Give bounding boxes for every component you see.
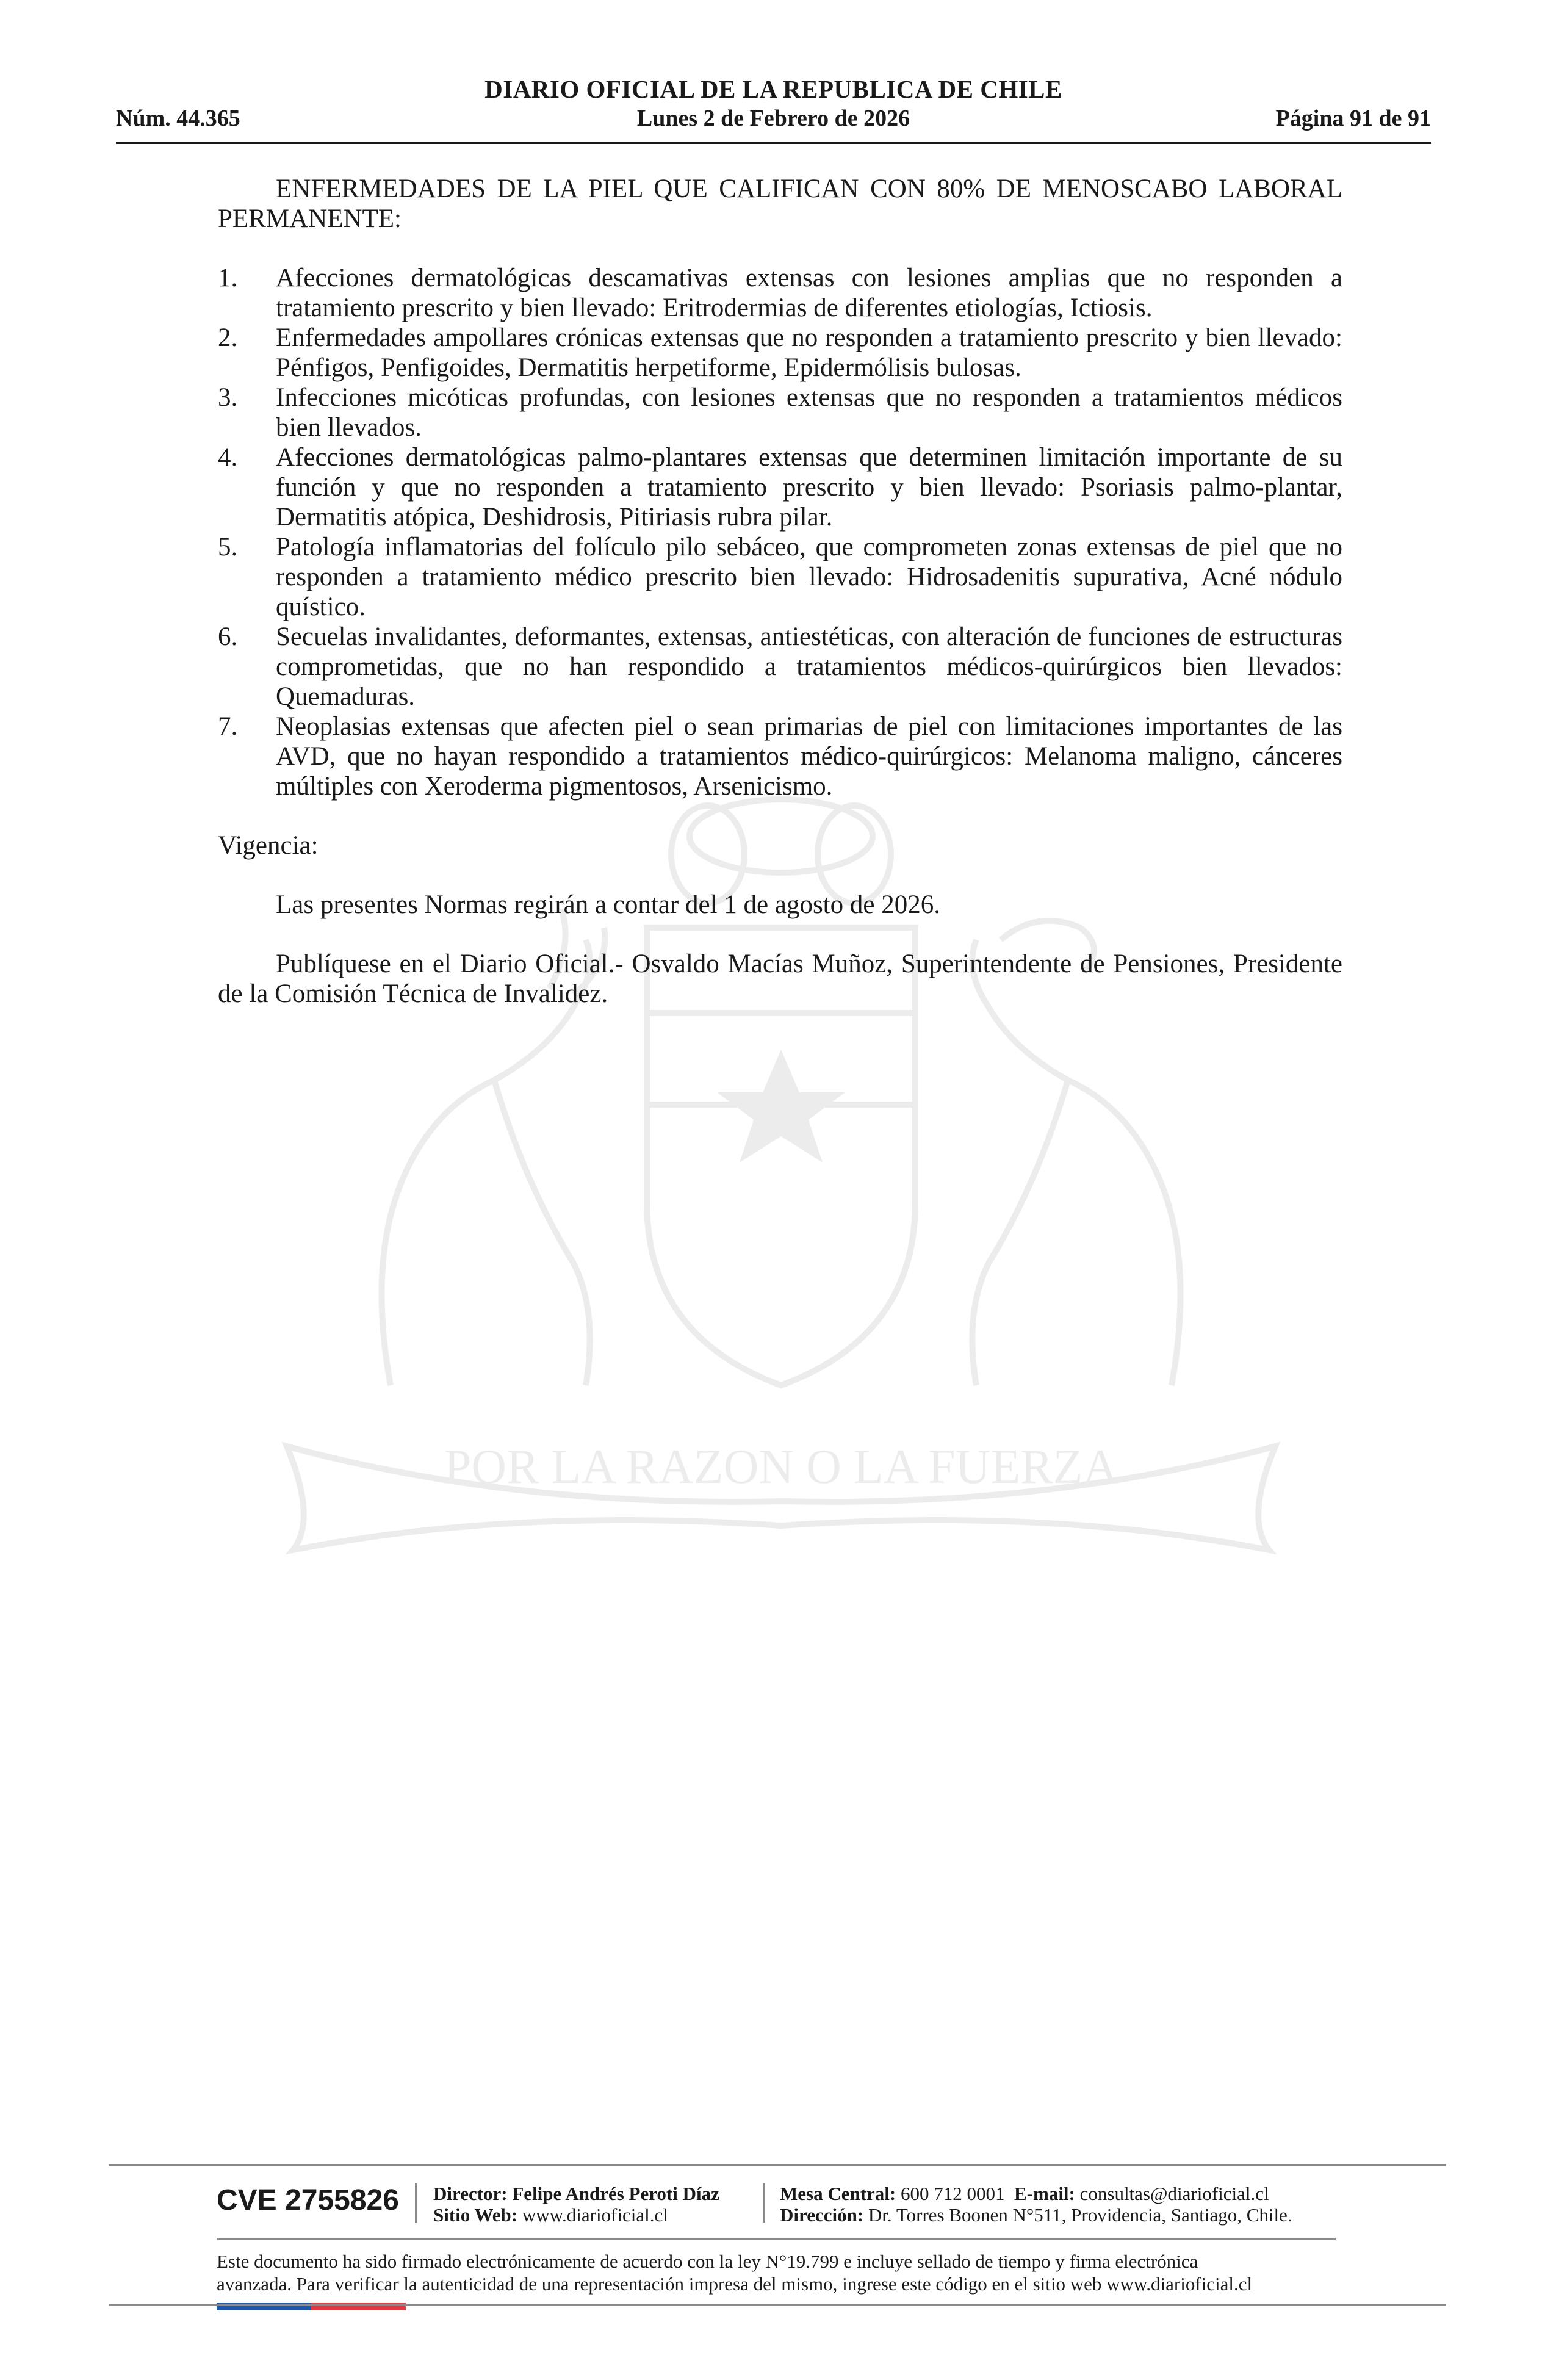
page-number: Página 91 de 91	[1275, 106, 1431, 131]
item-number: 4.	[218, 443, 238, 472]
item-number: 6.	[218, 622, 238, 651]
item-number: 7.	[218, 712, 238, 741]
item-number: 5.	[218, 533, 238, 561]
item-number: 1.	[218, 264, 238, 292]
legal-line: avanzada. Para verificar la autenticidad de una representación impresa del mismo, ingrese este código en el sitio web www.diarioficial.cl	[217, 2273, 1253, 2295]
list-item	[218, 383, 1342, 442]
item-text: Infecciones micóticas profundas, con lesiones extensas que no responden a tratamientos médicos bien llevados.	[276, 383, 1342, 442]
closing-paragraph: Publíquese en el Diario Oficial.- Osvaldo Macías Muñoz, Superintendente de Pensiones, Presidente de la Comisión Técnica de Invalidez.	[218, 950, 1342, 1008]
footer-inner-divider	[217, 2238, 1336, 2240]
item-number: 3.	[218, 383, 238, 412]
issue-date: Lunes 2 de Febrero de 2026	[636, 106, 910, 131]
item-text: Patología inflamatorias del folículo pilo sebáceo, que comprometen zonas extensas de piel que no responden a tratamiento médico prescrito bien llevado: Hidrosadenitis supurativa, Acné nódulo quístico.	[276, 533, 1342, 621]
item-text: Afecciones dermatológicas descamativas extensas con lesiones amplias que no responden a tratamiento prescrito y bien llevado: Eritrodermias de diferentes etiologías, Ictiosis.	[276, 264, 1342, 322]
list-item	[218, 263, 1342, 323]
header-divider	[116, 142, 1431, 144]
list-item	[218, 712, 1342, 801]
address-label: Dirección:	[780, 2204, 864, 2226]
item-text: Secuelas invalidantes, deformantes, extensas, antiestéticas, con alteración de funciones de estructuras comprometidas, que no han respondido a tratamientos médicos-quirúrgicos bien llevados: Quemaduras.	[276, 622, 1342, 711]
watermark-motto: POR LA RAZON O LA FUERZA	[444, 1440, 1118, 1494]
list-item	[218, 323, 1342, 383]
phone-number: 600 712 0001	[901, 2183, 1005, 2204]
footer-separator	[763, 2183, 765, 2223]
list-item	[218, 532, 1342, 622]
item-number: 2.	[218, 323, 238, 352]
website-link[interactable]: www.diarioficial.cl	[522, 2204, 668, 2226]
item-text: Neoplasias extensas que afecten piel o sean primarias de piel con limitaciones importantes de las AVD, que no hayan respondido a tratamientos médico-quirúrgicos: Melanoma maligno, cánceres múltiples con Xeroderma pigmentosos, Arsenicismo.	[276, 712, 1342, 801]
list-item	[218, 622, 1342, 712]
cve-code: CVE 2755826	[217, 2184, 399, 2216]
list-item	[218, 442, 1342, 532]
vigencia-label: Vigencia:	[218, 831, 319, 860]
email-label: E-mail:	[1014, 2183, 1075, 2204]
address-text: Dr. Torres Boonen N°511, Providencia, Santiago, Chile.	[868, 2204, 1292, 2226]
issue-number: Núm. 44.365	[116, 106, 240, 131]
footer-bottom-divider	[109, 2304, 1446, 2306]
disease-list	[218, 263, 1342, 801]
vigencia-text: Las presentes Normas regirán a contar del 1 de agosto de 2026.	[276, 890, 940, 919]
publication-title: DIARIO OFICIAL DE LA REPUBLICA DE CHILE	[484, 75, 1062, 103]
director-label: Director:	[433, 2183, 508, 2204]
website-label: Sitio Web:	[433, 2204, 518, 2226]
footer-separator	[415, 2183, 417, 2223]
legal-line: Este documento ha sido firmado electrónicamente de acuerdo con la ley N°19.799 e incluye sellado de tiempo y firma electrónica	[217, 2251, 1198, 2272]
email-link[interactable]: consultas@diarioficial.cl	[1079, 2183, 1269, 2204]
contact-line	[780, 2183, 1269, 2205]
website-line	[433, 2204, 668, 2226]
page-header	[116, 74, 1431, 148]
address-line	[780, 2204, 1292, 2226]
footer-top-divider	[109, 2164, 1446, 2166]
phone-label: Mesa Central:	[780, 2183, 896, 2204]
director-name: Felipe Andrés Peroti Díaz	[512, 2183, 719, 2204]
item-text: Enfermedades ampollares crónicas extensas que no responden a tratamiento prescrito y bien llevado: Pénfigos, Penfigoides, Dermatitis herpetiforme, Epidermólisis bulosas.	[276, 323, 1342, 382]
document-body	[218, 174, 1342, 1009]
director-line	[433, 2183, 719, 2205]
item-text: Afecciones dermatológicas palmo-plantares extensas que determinen limitación importante de su función y que no responden a tratamiento prescrito y bien llevado: Psoriasis palmo-plantar, Dermatitis atópica, Deshidrosis, Pitiriasis rubra pilar.	[276, 443, 1342, 532]
section-heading: ENFERMEDADES DE LA PIEL QUE CALIFICAN CON 80% DE MENOSCABO LABORAL PERMANENTE:	[218, 175, 1342, 233]
legal-notice	[217, 2250, 1376, 2295]
